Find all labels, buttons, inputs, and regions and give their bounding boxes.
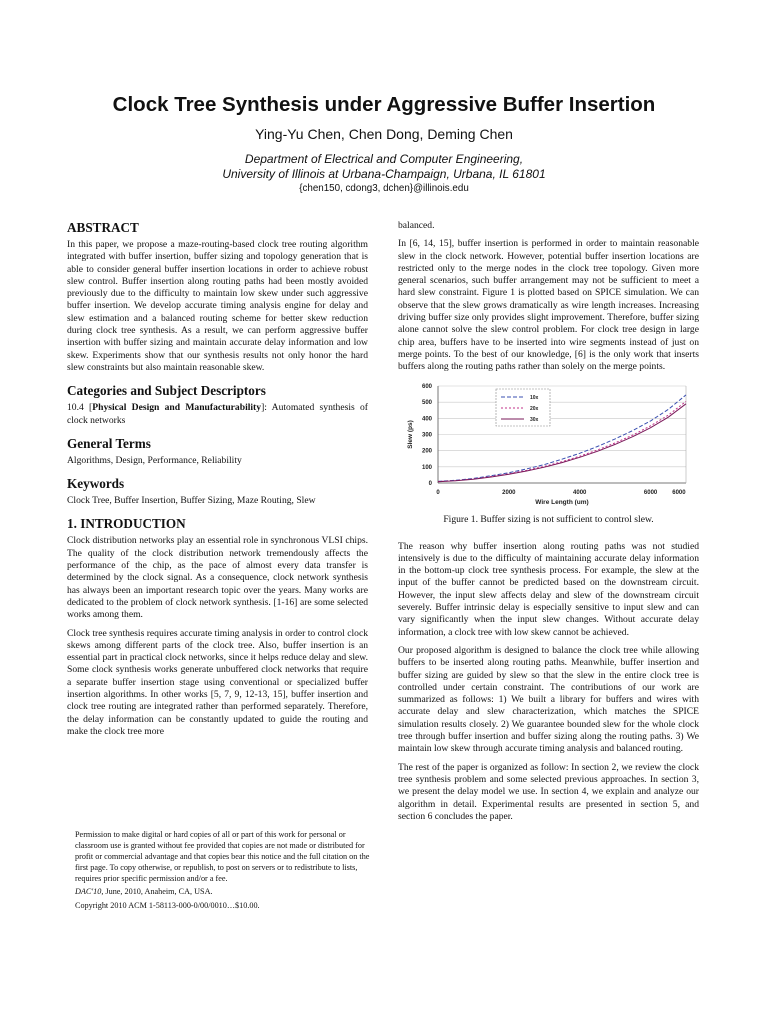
chart-series bbox=[438, 394, 686, 481]
x-axis-label: Wire Length (um) bbox=[535, 498, 589, 506]
intro-paragraph-2-continued: balanced. bbox=[398, 220, 435, 231]
x-tick-label-3: 6000 bbox=[643, 489, 658, 496]
paper-title: Clock Tree Synthesis under Aggressive Buffer Insertion bbox=[112, 93, 656, 116]
chart-legend bbox=[496, 389, 550, 426]
categories-text bbox=[67, 402, 368, 427]
intro-paragraph-6: The rest of the paper is organized as follow: In section 2, we review the clock tree synthesis problem and some selected previous approaches. In section 3, we present the delay model we use. In section 4, we explain and analyze our algorithm in detail. Experimental results are presented in section 5, and section 6 concludes the paper. bbox=[398, 761, 699, 822]
left-column bbox=[67, 220, 368, 744]
author-emails: {chen150, cdong3, dchen}@illinois.edu bbox=[299, 183, 469, 194]
legend-label-20x: 20x bbox=[530, 405, 539, 412]
x-tick-label-4: 6000 bbox=[672, 489, 686, 496]
chart-ticks bbox=[422, 384, 686, 496]
series-line-10x bbox=[438, 394, 686, 481]
categories-bold: Physical Design and Manufacturability bbox=[92, 402, 262, 414]
affiliation-line-2: University of Illinois at Urbana-Champaign, Urbana, IL 61801 bbox=[222, 166, 546, 181]
y-tick-label-5: 500 bbox=[421, 399, 432, 406]
categories-post: ]: Automated synthesis of clock networks bbox=[67, 402, 369, 426]
series-line-30x bbox=[438, 403, 686, 481]
figure-1-caption: Figure 1. Buffer sizing is not sufficient to control slew. bbox=[443, 513, 654, 525]
intro-paragraph-4: The reason why buffer insertion along routing paths was not studied intensively is due to the difficulty of maintaining accurate delay information in the bottom-up clock tree synthesis process. For example, the slew at the input of the buffer cannot be predicted based on the downstream circuit. However, the input slew affects delay and slew of the downstream circuit severely. Buffer intrinsic delay is especially sensitive to input slew and can vary significantly when the input slew changes. Without accurate delay information, a clock tree with low skew cannot be achieved. bbox=[398, 540, 699, 638]
y-tick-label-3: 300 bbox=[421, 432, 432, 439]
conference-name: DAC'10 bbox=[75, 887, 102, 897]
affiliation bbox=[40, 152, 728, 181]
general-terms-heading: General Terms bbox=[67, 435, 151, 451]
series-line-20x bbox=[438, 401, 686, 481]
y-tick-label-6: 600 bbox=[421, 383, 432, 390]
slew-chart bbox=[398, 380, 699, 512]
legend-label-30x: 30x bbox=[530, 416, 539, 423]
intro-paragraph-2: Clock tree synthesis requires accurate timing analysis in order to control clock skews among different parts of the clock tree. Also, buffer insertion is an essential part in practical clock networks, since it helps reduce delay and slew. Some clock synthesis works generate unbuffered clock networks that require a separate buffer insertion stage using conventional or specialized buffer insertion algorithms. In other works [5, 7, 9, 12-13, 15], buffer insertion and clock tree routing are integrated rather than performed separately. Therefore, the delay information can be constantly updated to guide the routing and make the clock tree more bbox=[67, 627, 368, 737]
y-tick-label-1: 100 bbox=[421, 464, 432, 471]
conference-details: , June, 2010, Anaheim, CA, USA. bbox=[101, 887, 213, 897]
y-tick-label-4: 400 bbox=[421, 415, 432, 422]
keywords-heading: Keywords bbox=[67, 476, 125, 492]
y-tick-label-2: 200 bbox=[421, 448, 432, 455]
copyright-line: Copyright 2010 ACM 1-58113-000-0/00/0010…$10.00. bbox=[75, 900, 260, 910]
paper-authors: Ying-Yu Chen, Chen Dong, Deming Chen bbox=[255, 126, 513, 142]
chart-grid bbox=[438, 386, 686, 483]
general-terms-text: Algorithms, Design, Performance, Reliability bbox=[67, 454, 242, 466]
permission-notice bbox=[75, 829, 371, 913]
x-tick-label-0: 0 bbox=[436, 489, 440, 496]
figure-1 bbox=[398, 380, 699, 512]
categories-pre: 10.4 [ bbox=[67, 402, 93, 414]
conference-line bbox=[75, 886, 371, 897]
y-axis-label: Slew (ps) bbox=[407, 419, 414, 449]
right-column bbox=[398, 220, 699, 829]
intro-paragraph-5: Our proposed algorithm is designed to balance the clock tree while allowing buffers to be inserted along routing paths. Meanwhile, buffer insertion and buffer sizing are guided by slew so that the slew in the entire clock tree is controlled under certain constraint. The contributions of our work are summarized as follows: 1) We built a library for buffers and wires with accurate delay and slew characterization, which matches the SPICE simulation results closely. 2) We guarantee bounded slew for the whole clock tree through buffer insertion and buffer sizing along the routing paths. 3) We maintain low skew through accurate timing analysis and balanced routing. bbox=[398, 644, 699, 755]
legend-label-10x: 10x bbox=[530, 394, 539, 401]
affiliation-line-1: Department of Electrical and Computer Engineering, bbox=[244, 152, 524, 166]
intro-paragraph-3: In [6, 14, 15], buffer insertion is performed in order to maintain reasonable slew in the clock network. However, potential buffer insertion locations are restricted only to the merge nodes in the clock tree topology. Given more general scenarios, such buffer arrangement may not be sufficient to meet a hard slew constraint. Figure 1 is plotted based on SPICE simulation. We can observe that the slew grows dramatically as wire length increases. Increasing driving buffer size only provides slight improvement. Therefore, buffer sizing alone cannot solve the slew control problem. For clock tree design in large chip area, buffers have to be inserted into wire segments instead of just on merge points. To the best of our knowledge, [6] is the only work that inserts buffers along the routing paths rather than solely on the merge points. bbox=[398, 238, 699, 373]
introduction-heading: 1. INTRODUCTION bbox=[67, 516, 186, 532]
y-tick-label-0: 0 bbox=[428, 480, 432, 487]
x-tick-label-1: 2000 bbox=[502, 489, 516, 496]
abstract-text: In this paper, we propose a maze-routing-based clock tree routing algorithm integrated with buffer insertion, buffer sizing and topology generation that is able to consider general buffer insertion locations in order to achieve robust slew control. Buffer insertion along routing paths had been mostly avoided previously due to the difficulty to maintain low skew under such aggressive buffer insertion. We develop accurate timing analysis engine for delay and slew estimation and a balanced routing scheme for better skew reduction during clock tree synthesis. As a result, we can perform aggressive buffer insertion with buffer sizing and maintain accurate delay information and low skew. Experiments show that our synthesis results not only honor the hard slew constraints but also maintain reasonable skew. bbox=[67, 239, 368, 373]
categories-heading: Categories and Subject Descriptors bbox=[67, 383, 266, 399]
x-tick-label-2: 4000 bbox=[573, 489, 587, 496]
intro-paragraph-1: Clock distribution networks play an essential role in synchronous VLSI chips. The quality of the clock distribution network tremendously affects the performance of the chip, as the pace of almost every data transfer is determined by the clock signal. As a consequence, clock network synthesis has always been an important research topic over the years. Many works are dedicated to the problem of clock network synthesis. [1-16] are some selected works among them. bbox=[67, 535, 368, 621]
keywords-text: Clock Tree, Buffer Insertion, Buffer Sizing, Maze Routing, Slew bbox=[67, 495, 316, 507]
abstract-heading: ABSTRACT bbox=[67, 220, 139, 235]
permission-text: Permission to make digital or hard copies of all or part of this work for personal or classroom use is granted without fee provided that copies are not made or distributed for profit or commercial advantage and that copies bear this notice and the full citation on the first page. To copy otherwise, or republish, to post on servers or to redistribute to lists, requires prior specific permission and/or a fee. bbox=[75, 830, 370, 884]
